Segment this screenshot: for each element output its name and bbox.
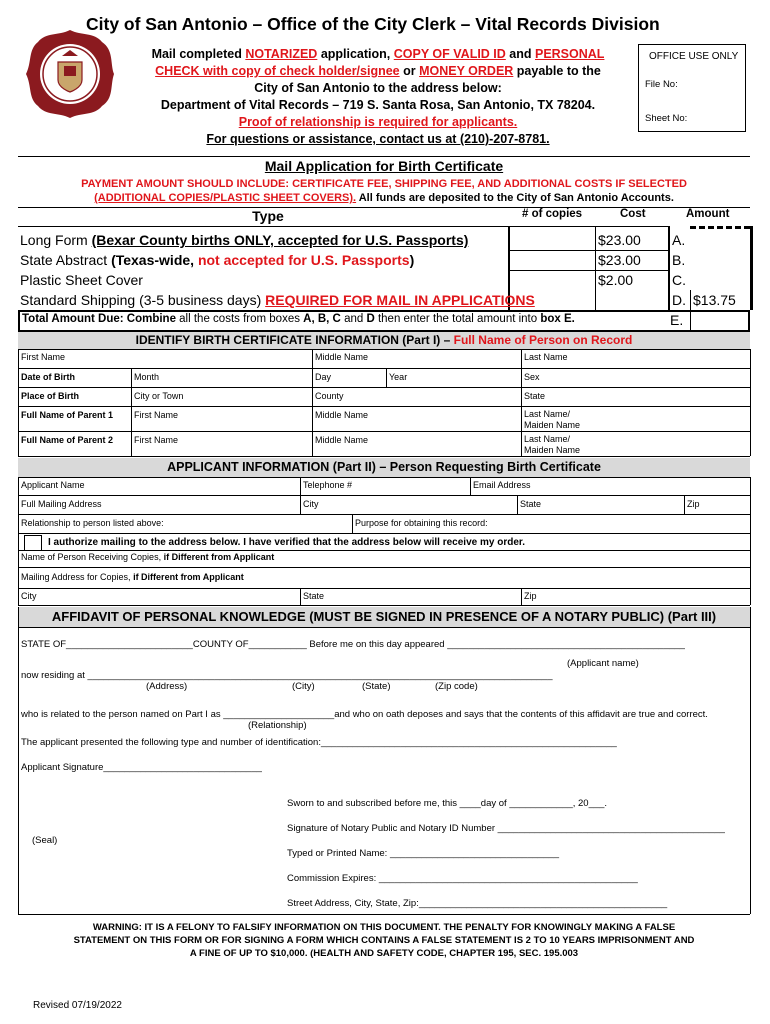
total-amount-label: Total Amount Due: Combine all the costs from boxes A, B, C and D then enter the total amount into box E.: [22, 313, 575, 325]
state-caption: (State): [362, 681, 391, 692]
residing-line[interactable]: now residing at ________________________________________________________________________________________: [21, 670, 553, 681]
middle-name-field[interactable]: Middle Name: [315, 352, 369, 362]
pob-city-field[interactable]: City or Town: [134, 391, 184, 401]
applicant-signature-line[interactable]: Applicant Signature______________________________: [21, 762, 262, 773]
box-d-label: D.: [672, 292, 686, 308]
state-field[interactable]: State: [520, 499, 542, 509]
dob-year-field[interactable]: Year: [389, 372, 408, 382]
parent1-first-field[interactable]: First Name: [134, 410, 179, 420]
sex-field[interactable]: Sex: [524, 372, 540, 382]
last-name-field[interactable]: Last Name: [524, 352, 568, 362]
pob-state-field[interactable]: State: [524, 391, 546, 401]
purpose-field[interactable]: Purpose for obtaining this record:: [355, 518, 488, 528]
row-plastic-cover: Plastic Sheet Cover: [20, 272, 143, 288]
header-proof-note: Proof of relationship is required for applicants.: [238, 115, 518, 129]
row-state-abstract: State Abstract (Texas-wide, not accepted for U.S. Passports): [20, 252, 415, 268]
mail-app-title: Mail Application for Birth Certificate: [264, 158, 504, 174]
header-contact: For questions or assistance, contact us at (210)-207-8781.: [206, 132, 550, 146]
copies-input-state-abstract[interactable]: [512, 251, 592, 269]
applicant-name-caption: (Applicant name): [567, 658, 639, 669]
payment-note-2: (ADDITIONAL COPIES/PLASTIC SHEET COVERS). All funds are deposited to the City of San Antonio Accounts.: [94, 192, 674, 204]
payment-note-1: PAYMENT AMOUNT SHOULD INCLUDE: CERTIFICATE FEE, SHIPPING FEE, AND ADDITIONAL COSTS IF SELECTED: [81, 178, 687, 190]
col-copies-header: # of copies: [522, 208, 583, 220]
dob-month-field[interactable]: Month: [134, 372, 160, 382]
box-e-label: E.: [670, 312, 684, 328]
parent2-last-field[interactable]: Last Name/ Maiden Name: [524, 434, 581, 455]
header-line-3: City of San Antonio to the address below:: [254, 81, 502, 95]
parent2-middle-field[interactable]: Middle Name: [315, 435, 369, 445]
authorize-checkbox[interactable]: [24, 535, 42, 551]
address-caption: (Address): [146, 681, 188, 692]
header-line-1: Mail completed NOTARIZED application, COPY OF VALID ID and PERSONAL: [151, 47, 605, 61]
city-caption: (City): [292, 681, 315, 692]
row-shipping: Standard Shipping (3-5 business days) REQUIRED FOR MAIL IN APPLICATIONS: [20, 292, 535, 308]
parent2-first-field[interactable]: First Name: [134, 435, 179, 445]
row-long-form: Long Form (Bexar County births ONLY, accepted for U.S. Passports): [20, 232, 469, 248]
pob-county-field[interactable]: County: [315, 391, 344, 401]
box-c-label: C.: [672, 272, 686, 288]
parent1-label: Full Name of Parent 1: [21, 410, 114, 420]
shipping-amount: $13.75: [693, 292, 736, 308]
total-amount-input[interactable]: [692, 312, 744, 328]
part1-title: IDENTIFY BIRTH CERTIFICATE INFORMATION (Part I) – Full Name of Person on Record: [135, 333, 633, 347]
cost-state-abstract: $23.00: [598, 252, 641, 268]
page-title: City of San Antonio – Office of the City Clerk – Vital Records Division: [86, 14, 660, 34]
file-no-label: File No:: [645, 79, 678, 90]
copies-zip-field[interactable]: Zip: [524, 591, 537, 601]
office-use-box: [638, 44, 746, 132]
box-a-label: A.: [672, 232, 686, 248]
email-field[interactable]: Email Address: [473, 480, 531, 490]
col-cost-header: Cost: [620, 208, 646, 220]
office-use-title: OFFICE USE ONLY: [649, 51, 739, 62]
header-line-2: CHECK with copy of check holder/signee or MONEY ORDER payable to the: [155, 64, 601, 78]
copies-city-field[interactable]: City: [21, 591, 37, 601]
cost-plastic-cover: $2.00: [598, 272, 634, 288]
mailing-copies-field[interactable]: Mailing Address for Copies, if Different from Applicant: [21, 572, 244, 582]
box-b-label: B.: [672, 252, 686, 268]
part2-title: APPLICANT INFORMATION (Part II) – Person Requesting Birth Certificate: [167, 460, 601, 474]
commission-line[interactable]: Commission Expires: _________________________________________________: [287, 873, 638, 884]
identification-line[interactable]: The applicant presented the following type and number of identification:________________________________________________________: [21, 737, 617, 748]
mailing-address-field[interactable]: Full Mailing Address: [21, 499, 102, 509]
notary-signature-line[interactable]: Signature of Notary Public and Notary ID Number ___________________________________________: [287, 823, 725, 834]
receiving-name-field[interactable]: Name of Person Receiving Copies, if Different from Applicant: [21, 552, 275, 562]
relationship-field[interactable]: Relationship to person listed above:: [21, 518, 164, 528]
authorize-label: I authorize mailing to the address below. I have verified that the address below will receive my order.: [48, 537, 525, 548]
applicant-name-field[interactable]: Applicant Name: [21, 480, 85, 490]
city-seal-logo: [24, 28, 116, 120]
typed-name-line[interactable]: Typed or Printed Name: ________________________________: [287, 848, 560, 859]
street-address-line[interactable]: Street Address, City, State, Zip:_______________________________________________: [287, 898, 668, 909]
parent2-label: Full Name of Parent 2: [21, 435, 114, 445]
copies-input-plastic-cover[interactable]: [512, 271, 592, 289]
affidavit-title: AFFIDAVIT OF PERSONAL KNOWLEDGE (MUST BE SIGNED IN PRESENCE OF A NOTARY PUBLIC) (Part III): [51, 609, 717, 624]
pob-label: Place of Birth: [21, 391, 80, 401]
cost-long-form: $23.00: [598, 232, 641, 248]
header-address: Department of Vital Records – 719 S. Santa Rosa, San Antonio, TX 78204.: [160, 98, 596, 112]
parent1-middle-field[interactable]: Middle Name: [315, 410, 369, 420]
dob-day-field[interactable]: Day: [315, 372, 332, 382]
relationship-caption: (Relationship): [248, 720, 307, 731]
zip-caption: (Zip code): [435, 681, 478, 692]
sheet-no-label: Sheet No:: [645, 113, 688, 124]
first-name-field[interactable]: First Name: [21, 352, 66, 362]
warning-text: WARNING: IT IS A FELONY TO FALSIFY INFORMATION ON THIS DOCUMENT. THE PENALTY FOR KNOWINGLY MAKING A FALSE STATEMENT ON THIS FORM OR FOR SIGNING A FORM WHICH CONTAINS A FALSE STATEMENT IS 2 TO 10 YEARS IMPRISONMENT AND A FINE OF UP TO $10,000. (HEALTH AND SAFETY CODE, CHAPTER 195, SEC. 195.003: [73, 922, 695, 959]
revised-date: Revised 07/19/2022: [33, 1000, 122, 1011]
copies-state-field[interactable]: State: [303, 591, 325, 601]
copies-input-long-form[interactable]: [512, 230, 592, 248]
col-type-header: Type: [252, 208, 284, 224]
city-field[interactable]: City: [303, 499, 319, 509]
related-line[interactable]: who is related to the person named on Part I as _____________________and who on oath deposes and says that the contents of this affidavit are true and correct.: [21, 709, 708, 720]
seal-label: (Seal): [32, 835, 58, 846]
state-county-line[interactable]: STATE OF________________________COUNTY OF___________ Before me on this day appeared _____________________________________________: [21, 639, 685, 650]
parent1-last-field[interactable]: Last Name/ Maiden Name: [524, 409, 581, 430]
amount-box-top: [690, 226, 750, 229]
col-amount-header: Amount: [686, 208, 730, 220]
zip-field[interactable]: Zip: [687, 499, 700, 509]
telephone-field[interactable]: Telephone #: [303, 480, 353, 490]
dob-label: Date of Birth: [21, 372, 75, 382]
sworn-line[interactable]: Sworn to and subscribed before me, this ____day of ____________, 20___.: [287, 798, 608, 809]
